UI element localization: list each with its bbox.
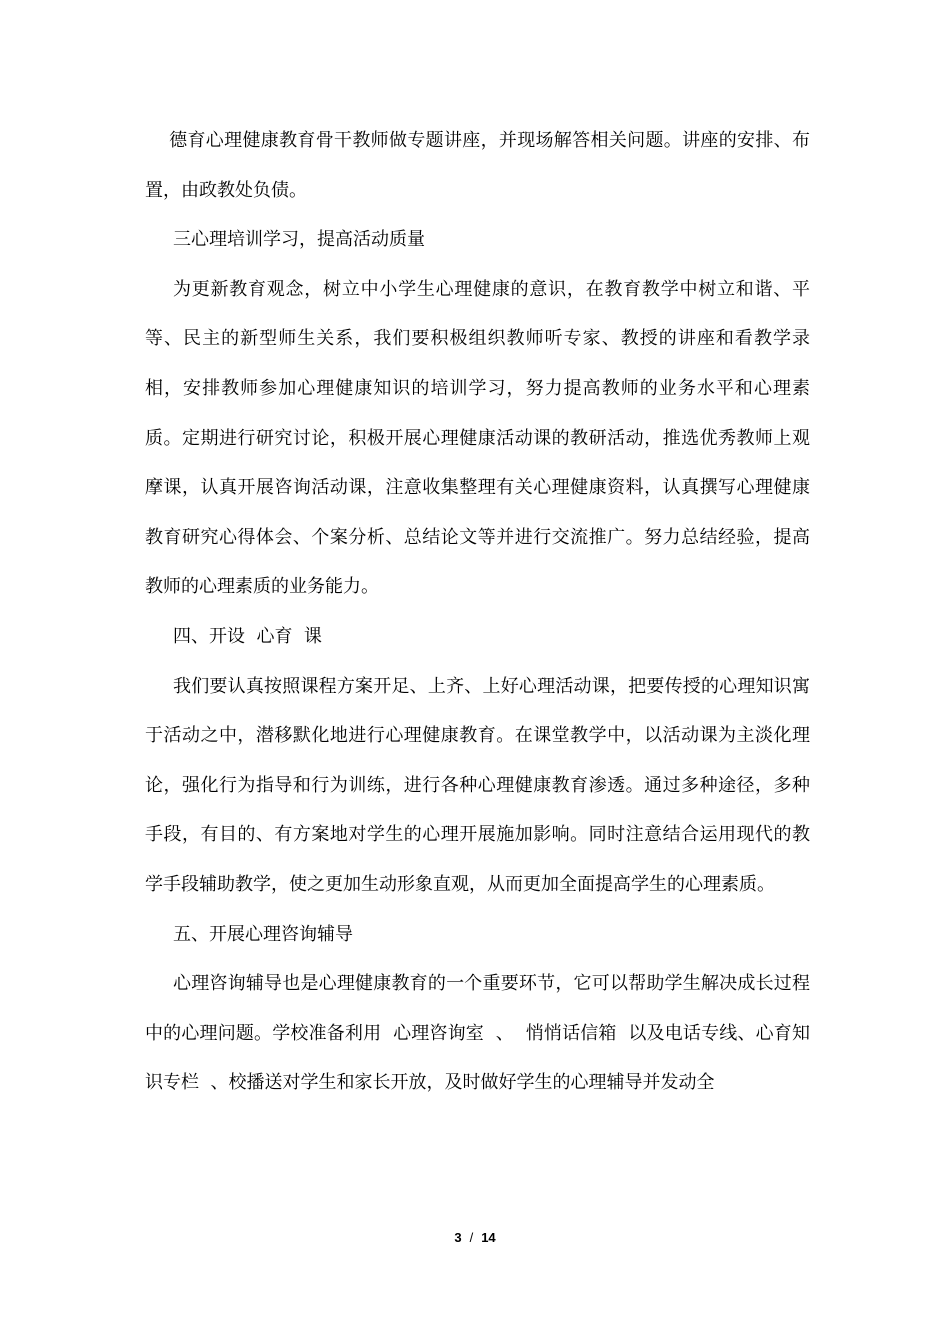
section-heading-4: 四、开设 心育 课: [173, 625, 322, 647]
section-heading-3: 三心理培训学习，提高活动质量: [173, 229, 425, 251]
paragraph-counseling: 心理咨询辅导也是心理健康教育的一个重要环节，它可以帮助学生解决成长过程中的心理问题。学校准备利用 心理咨询室 、 悄悄话信箱 以及电话专线、心育知识专栏 、校播送对学生和家长开放，及时做好学生的心理辅导并发动全: [145, 973, 810, 1094]
document-body: [145, 116, 810, 1108]
section-heading-5: 五、开展心理咨询辅导: [173, 923, 353, 945]
paragraph-continued: 德育心理健康教育骨干教师做专题讲座，并现场解答相关问题。讲座的安排、布置，由政教处负债。: [145, 130, 811, 201]
total-page-count: 14: [481, 1230, 496, 1245]
page-separator: /: [469, 1230, 474, 1245]
paragraph-training: 为更新教育观念，树立中小学生心理健康的意识，在教育教学中树立和谐、平等、民主的新型师生关系，我们要积极组织教师听专家、教授的讲座和看教学录相，安排教师参加心理健康知识的培训学习，努力提高教师的业务水平和心理素质。定期进行研究讨论，积极开展心理健康活动课的教研活动，推选优秀教师上观摩课，认真开展咨询活动课，注意收集整理有关心理健康资料，认真撰写心理健康教育研究心得体会、个案分析、总结论文等并进行交流推广。努力总结经验，提高教师的心理素质的业务能力。: [145, 278, 810, 598]
paragraph-course: 我们要认真按照课程方案开足、上齐、上好心理活动课，把要传授的心理知识寓于活动之中，潜移默化地进行心理健康教育。在课堂教学中，以活动课为主淡化理论，强化行为指导和行为训练，进行各种心理健康教育渗透。通过多种途径，多种手段，有目的、有方案地对学生的心理开展施加影响。同时注意结合运用现代的教学手段辅助教学，使之更加生动形象直观，从而更加全面提高学生的心理素质。: [145, 675, 810, 895]
current-page-number: 3: [454, 1230, 462, 1245]
page-number: [0, 1228, 950, 1248]
